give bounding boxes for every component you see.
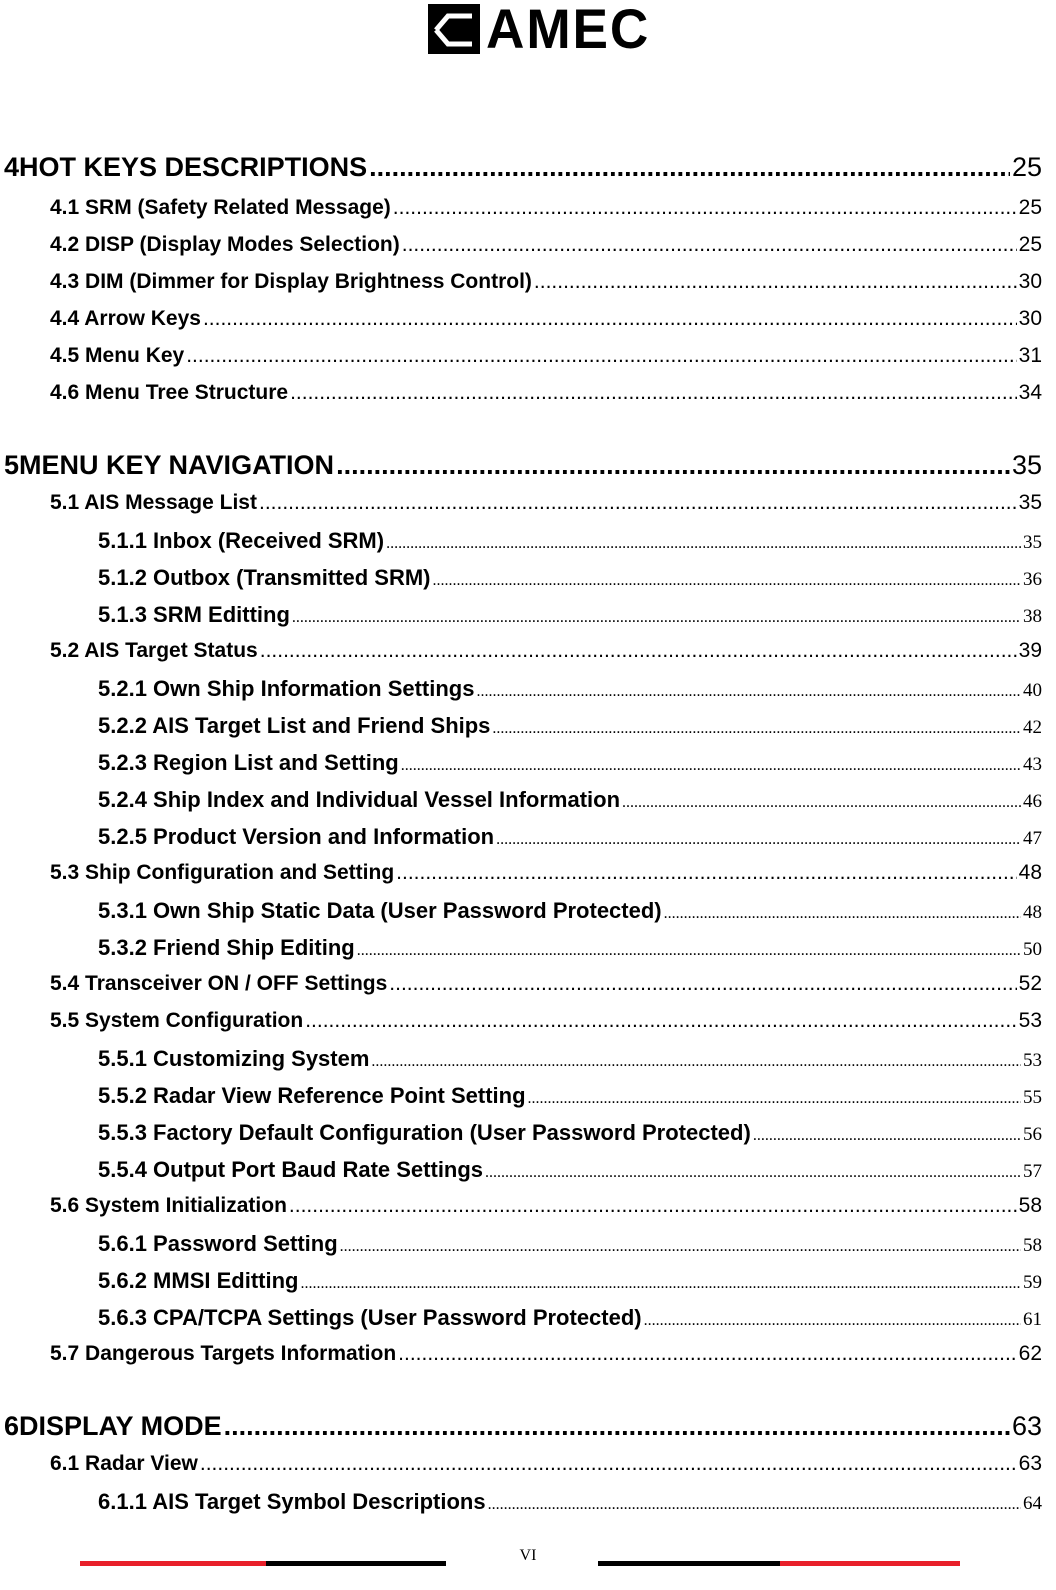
toc-page-number: 48	[1018, 861, 1042, 884]
toc-title: 5.5 System Configuration	[50, 1009, 304, 1032]
toc-page-number: 35	[1018, 491, 1042, 514]
toc-entry[interactable]	[50, 196, 1042, 220]
toc-entry[interactable]	[98, 713, 1042, 739]
toc-leader-dots	[402, 233, 1017, 257]
toc-leader-dots	[371, 1053, 1021, 1071]
toc-page-number: 58	[1018, 1194, 1042, 1217]
toc-title: HOT KEYS DESCRIPTIONS	[19, 152, 368, 182]
toc-title: 5.1.1 Inbox (Received SRM)	[98, 528, 385, 553]
toc-page-number: 38	[1023, 606, 1042, 627]
toc-entry[interactable]	[98, 750, 1042, 776]
toc-leader-dots	[386, 535, 1021, 553]
toc-entry[interactable]	[50, 233, 1042, 257]
toc-leader-dots	[224, 1411, 1010, 1442]
toc-entry[interactable]	[98, 528, 1042, 554]
toc-leader-dots	[664, 905, 1021, 923]
toc-page-number: 25	[1018, 233, 1042, 256]
toc-title: 5.7 Dangerous Targets Information	[50, 1342, 397, 1365]
toc-page-number: 52	[1018, 972, 1042, 995]
toc-title: 5.2.4 Ship Index and Individual Vessel Information	[98, 787, 621, 812]
toc-entry[interactable]	[50, 381, 1042, 405]
toc-page-number: 30	[1018, 270, 1042, 293]
toc-page-number: 50	[1023, 939, 1042, 960]
toc-page-number: 36	[1023, 569, 1042, 590]
toc-leader-dots	[753, 1127, 1021, 1145]
toc-entry[interactable]	[98, 1083, 1042, 1109]
toc-entry[interactable]	[98, 1489, 1042, 1515]
toc-leader-dots	[393, 196, 1017, 220]
toc-page-number: 35	[1023, 532, 1042, 553]
toc-title: 5.4 Transceiver ON / OFF Settings	[50, 972, 388, 995]
toc-title: 5.2.2 AIS Target List and Friend Ships	[98, 713, 491, 738]
toc-title: 5.3 Ship Configuration and Setting	[50, 861, 395, 884]
toc-title: 5.6.1 Password Setting	[98, 1231, 338, 1256]
toc-page-number: 63	[1018, 1452, 1042, 1475]
amec-logo	[428, 0, 659, 60]
toc-title: 5.5.1 Customizing System	[98, 1046, 370, 1071]
toc-entry[interactable]	[98, 565, 1042, 591]
toc-page-number: 55	[1023, 1087, 1042, 1108]
toc-page-number: 46	[1023, 791, 1042, 812]
toc-page-number: 43	[1023, 754, 1042, 775]
toc-entry[interactable]	[98, 898, 1042, 924]
toc-title: DISPLAY MODE	[19, 1411, 222, 1441]
toc-leader-dots	[357, 942, 1021, 960]
toc-page-number: 47	[1023, 828, 1042, 849]
toc-entry[interactable]	[50, 344, 1042, 368]
logo-text: AMEC	[486, 0, 651, 60]
toc-entry[interactable]	[4, 152, 1042, 183]
toc-page-number: 62	[1018, 1342, 1042, 1365]
toc-leader-dots	[492, 720, 1021, 738]
toc-title: 5.1 AIS Message List	[50, 491, 257, 514]
page-number: VI	[519, 1547, 537, 1564]
toc-entry[interactable]	[98, 1268, 1042, 1294]
toc-entry[interactable]	[98, 676, 1042, 702]
toc-leader-dots	[476, 683, 1021, 701]
toc-entry[interactable]	[4, 450, 1042, 481]
toc-entry[interactable]	[50, 1009, 1042, 1033]
toc-chapter-number: 6	[4, 1411, 20, 1441]
toc-leader-dots	[433, 572, 1022, 590]
toc-entry[interactable]	[98, 787, 1042, 813]
toc-page-number: 40	[1023, 680, 1042, 701]
toc-title: 5.5.2 Radar View Reference Point Setting	[98, 1083, 526, 1108]
toc-leader-dots	[200, 1452, 1017, 1476]
toc-entry[interactable]	[98, 1231, 1042, 1257]
toc-entry[interactable]	[50, 1194, 1042, 1218]
toc-page-number: 48	[1023, 902, 1042, 923]
toc-page-number: 30	[1018, 307, 1042, 330]
toc-title: MENU KEY NAVIGATION	[19, 450, 335, 480]
toc-leader-dots	[528, 1090, 1021, 1108]
toc-leader-dots	[496, 831, 1021, 849]
toc-leader-dots	[369, 152, 1010, 183]
toc-page-number: 56	[1023, 1124, 1042, 1145]
toc-page-number: 53	[1023, 1050, 1042, 1071]
toc-title: 6.1 Radar View	[50, 1452, 198, 1475]
toc-entry[interactable]	[50, 861, 1042, 885]
toc-entry[interactable]	[98, 602, 1042, 628]
toc-leader-dots	[259, 491, 1017, 515]
toc-entry[interactable]	[50, 1452, 1042, 1476]
toc-title: 5.2.3 Region List and Setting	[98, 750, 399, 775]
toc-title: 5.6.3 CPA/TCPA Settings (User Password Protected)	[98, 1305, 642, 1330]
toc-leader-dots	[401, 757, 1021, 775]
toc-entry[interactable]	[50, 491, 1042, 515]
toc-title: 4.5 Menu Key	[50, 344, 185, 367]
toc-leader-dots	[396, 861, 1016, 885]
toc-title: 5.6.2 MMSI Editting	[98, 1268, 299, 1293]
toc-title: 4.4 Arrow Keys	[50, 307, 201, 330]
toc-page-number: 39	[1018, 639, 1042, 662]
toc-leader-dots	[488, 1496, 1021, 1514]
toc-leader-dots	[340, 1238, 1021, 1256]
toc-title: 5.3.1 Own Ship Static Data (User Password Protected)	[98, 898, 662, 923]
toc-leader-dots	[186, 344, 1016, 368]
toc-leader-dots	[289, 1194, 1017, 1218]
toc-page-number: 25	[1018, 196, 1042, 219]
toc-leader-dots	[336, 450, 1010, 481]
toc-entry[interactable]	[98, 1046, 1042, 1072]
toc-title: 6.1.1 AIS Target Symbol Descriptions	[98, 1489, 486, 1514]
toc-entry[interactable]	[50, 307, 1042, 331]
toc-title: 4.3 DIM (Dimmer for Display Brightness Control)	[50, 270, 532, 293]
toc-entry[interactable]	[98, 824, 1042, 850]
toc-title: 5.5.4 Output Port Baud Rate Settings	[98, 1157, 484, 1182]
toc-title: 5.1.3 SRM Editting	[98, 602, 290, 627]
toc-page-number: 64	[1023, 1493, 1042, 1514]
toc-leader-dots	[644, 1312, 1021, 1330]
toc-entry[interactable]	[50, 270, 1042, 294]
toc-entry[interactable]	[98, 1120, 1042, 1146]
toc-title: 5.2.5 Product Version and Information	[98, 824, 495, 849]
toc-entry[interactable]	[98, 935, 1042, 961]
toc-title: 5.1.2 Outbox (Transmitted SRM)	[98, 565, 431, 590]
toc-page-number: 31	[1018, 344, 1042, 367]
toc-title: 4.2 DISP (Display Modes Selection)	[50, 233, 400, 256]
toc-title: 4.6 Menu Tree Structure	[50, 381, 289, 404]
toc-title: 4.1 SRM (Safety Related Message)	[50, 196, 391, 219]
toc-entry[interactable]	[50, 639, 1042, 663]
toc-title: 5.5.3 Factory Default Configuration (User Password Protected)	[98, 1120, 751, 1145]
toc-entry[interactable]	[4, 1411, 1042, 1442]
toc-leader-dots	[485, 1164, 1021, 1182]
toc-page-number: 25	[1011, 152, 1042, 182]
toc-page-number: 57	[1023, 1161, 1042, 1182]
toc-page-number: 42	[1023, 717, 1042, 738]
toc-leader-dots	[622, 794, 1021, 812]
toc-entry[interactable]	[50, 1342, 1042, 1366]
toc-page-number: 61	[1023, 1309, 1042, 1330]
amec-logo-mark-icon	[428, 4, 480, 54]
toc-chapter-number: 4	[4, 152, 20, 182]
toc-leader-dots	[389, 972, 1016, 996]
toc-leader-dots	[260, 639, 1017, 663]
toc-title: 5.3.2 Friend Ship Editing	[98, 935, 355, 960]
toc-page-number: 58	[1023, 1235, 1042, 1256]
toc-leader-dots	[398, 1342, 1016, 1366]
toc-chapter-number: 5	[4, 450, 20, 480]
toc-leader-dots	[292, 609, 1021, 627]
toc-page-number: 63	[1011, 1411, 1042, 1441]
toc-title: 5.2.1 Own Ship Information Settings	[98, 676, 475, 701]
toc-entry[interactable]	[50, 972, 1042, 996]
toc-leader-dots	[203, 307, 1017, 331]
toc-title: 5.2 AIS Target Status	[50, 639, 258, 662]
toc-page-number: 53	[1018, 1009, 1042, 1032]
toc-page-number: 34	[1018, 381, 1042, 404]
toc-page-number: 59	[1023, 1272, 1042, 1293]
toc-leader-dots	[290, 381, 1017, 405]
toc-entry[interactable]	[98, 1157, 1042, 1183]
toc-leader-dots	[300, 1275, 1021, 1293]
toc-title: 5.6 System Initialization	[50, 1194, 287, 1217]
toc-entry[interactable]	[98, 1305, 1042, 1331]
toc-leader-dots	[305, 1009, 1016, 1033]
toc-leader-dots	[534, 270, 1017, 294]
toc-page-number: 35	[1011, 450, 1042, 480]
